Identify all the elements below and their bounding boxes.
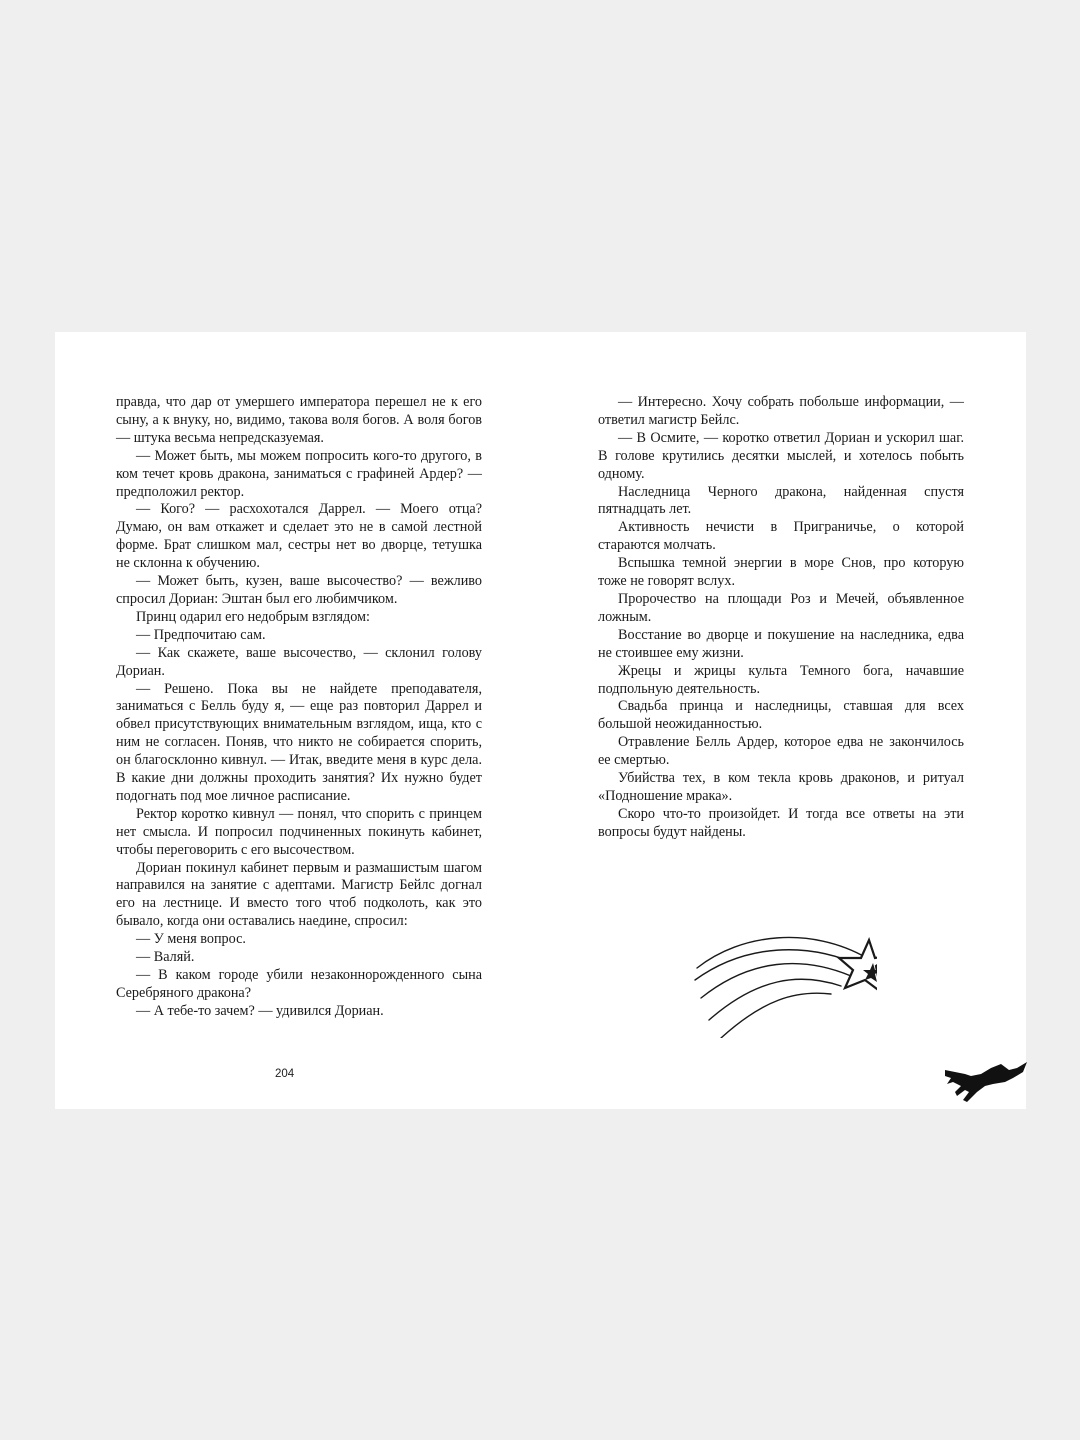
paragraph: — Кого? — расхохотался Даррел. — Моего отца? Думаю, он вам откажет и сделает это не в самой лестной форме. Брат слишком мал, сестры нет во дворце, тетушка не склонна к обучению. xyxy=(116,501,482,572)
paragraph: Наследница Черного дракона, найденная спустя пятнадцать лет. xyxy=(598,483,964,518)
paragraph: — А тебе-то зачем? — удивился Дориан. xyxy=(136,1002,384,1019)
page-number: 204 xyxy=(275,1068,295,1080)
paragraph: — Может быть, мы можем попросить кого-то другого, в ком течет кровь дракона, заниматься с графиней Ардер? — предположил ректор. xyxy=(116,447,482,500)
paragraph: Вспышка темной энергии в море Снов, про которую тоже не говорят вслух. xyxy=(598,555,964,590)
paragraph: Принц одарил его недобрым взглядом: xyxy=(136,608,370,625)
paragraph: Убийства тех, в ком текла кровь драконов, и ритуал «Подношение мрака». xyxy=(598,770,964,804)
paragraph: Дориан покинул кабинет первым и размашистым шагом направился на занятие с адептами. Магистр Бейлс догнал его на лестнице. И вместо того чтоб подколоть, как это бывало, когда они оставались наедине, спросил: xyxy=(116,859,482,930)
paragraph: — Интересно. Хочу собрать побольше информации, — ответил магистр Бейлс. xyxy=(598,394,964,428)
paragraph: Активность нечисти в Приграничье, о которой стараются молчать. xyxy=(598,519,964,554)
paragraph: — Как скажете, ваше высочество, — склонил голову Дориан. xyxy=(116,644,482,679)
paragraph: Восстание во дворце и покушение на наследника, едва не стоившее ему жизни. xyxy=(598,626,964,661)
left-page-text xyxy=(116,394,482,1021)
paragraph: — У меня вопрос. xyxy=(136,931,246,948)
paragraph: Отравление Белль Ардер, которое едва не закончилось ее смертью. xyxy=(598,734,964,769)
paragraph: — В каком городе убили незаконнорожденного сына Серебряного дракона? xyxy=(116,967,482,1001)
right-page-text xyxy=(598,394,964,842)
paragraph: Свадьба принца и наследницы, ставшая для всех большой неожиданностью. xyxy=(598,698,964,733)
paragraph: Ректор коротко кивнул — понял, что спорить с принцем нет смысла. И попросил подчиненных покинуть кабинет, чтобы переговорить с его высочеством. xyxy=(116,805,482,858)
paragraph: Пророчество на площади Роз и Мечей, объявленное ложным. xyxy=(598,590,964,625)
dragon-silhouette-icon xyxy=(943,1062,1029,1104)
paragraph: — Может быть, кузен, ваше высочество? — вежливо спросил Дориан: Эштан был его любимчиком. xyxy=(116,573,482,607)
paragraph: правда, что дар от умершего императора перешел не к его сыну, а к внуку, но, видимо, такова воля богов. А воля богов — штука весьма непредсказуемая. xyxy=(116,394,482,446)
paragraph: — В Осмите, — коротко ответил Дориан и ускорил шаг. В голове крутились десятки мыслей, и хотелось побыть одному. xyxy=(598,429,964,482)
paragraph: — Валяй. xyxy=(136,949,195,966)
paragraph: Скоро что-то произойдет. И тогда все ответы на эти вопросы будут найдены. xyxy=(598,805,964,840)
shooting-star-icon xyxy=(691,928,877,1038)
paragraph: — Предпочитаю сам. xyxy=(136,626,266,643)
paragraph: — Решено. Пока вы не найдете преподавателя, заниматься с Белль буду я, — еще раз повторил Даррел и обвел присутствующих внимательным взглядом, ища, кто с ним не согласен. Поняв, что никто не собирается спорить, он благосклонно кивнул. — Итак, введите меня в курс дела. В какие дни должны проходить занятия? Их нужно будет подогнать под мое личное расписание. xyxy=(116,680,482,804)
paragraph: Жрецы и жрицы культа Темного бога, начавшие подпольную деятельность. xyxy=(598,662,964,697)
book-spread xyxy=(55,332,1026,1109)
